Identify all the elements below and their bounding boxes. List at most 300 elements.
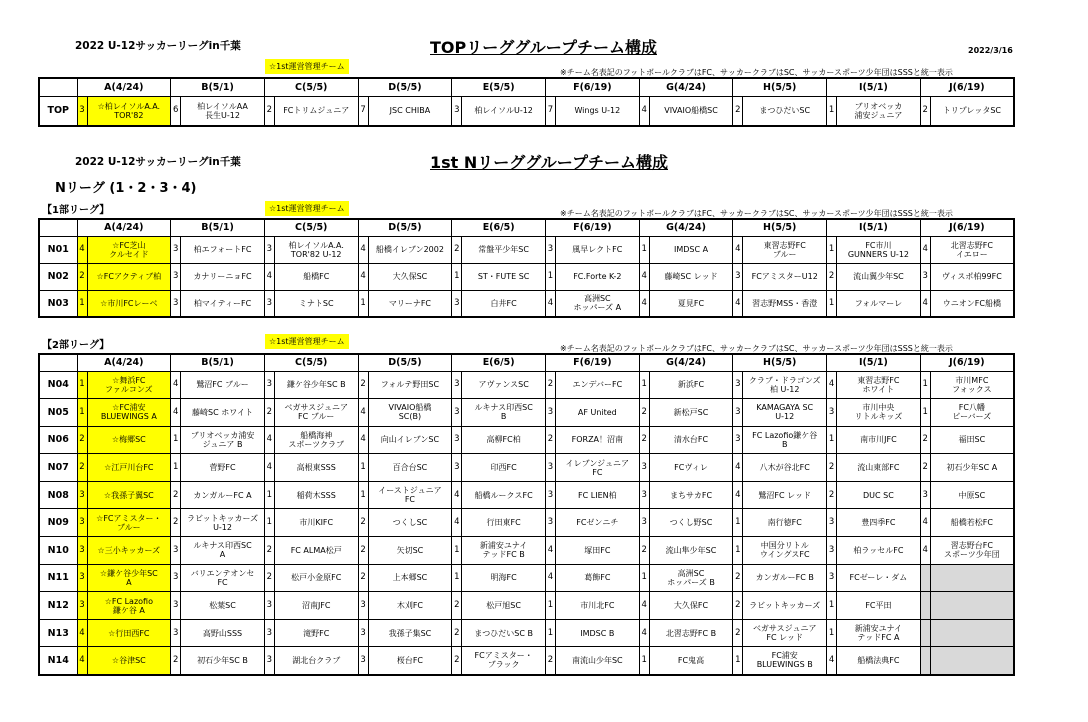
team-number: 1 (452, 564, 462, 592)
n-league-heading: Nリーグ (1・2・3・4) (55, 181, 197, 196)
management-team-name: ☆柏レイソルA.A. TOR'82 (87, 96, 171, 126)
team-number: 2 (358, 509, 368, 537)
team-number: 3 (264, 647, 274, 675)
team-name: 稲荷木SSS (274, 481, 358, 509)
team-name: イレブンジュニア FC (555, 454, 639, 482)
team-name: カンガルーFC A (181, 481, 265, 509)
team-number: 2 (358, 564, 368, 592)
team-name: 南流山少年SC (555, 647, 639, 675)
team-name: カンガルーFC B (743, 564, 827, 592)
team-number: 4 (77, 647, 87, 675)
top-abbreviation-note: ※チーム名表記のフットボールクラブはFC、サッカークラブはSC、サッカースポーツ少年団はSSSと統一表示 (560, 68, 953, 77)
team-number: 3 (639, 509, 649, 537)
team-number: 3 (171, 290, 181, 317)
team-name: 初石少年SC A (930, 454, 1014, 482)
team-name: FCアミスター・ ブラック (462, 647, 546, 675)
top-page-title: TOPリーググループチーム構成 (430, 38, 657, 57)
team-name: FC市川 GUNNERS U-12 (837, 236, 921, 263)
table-row (39, 592, 1014, 620)
team-name: フォルテ野田SC (368, 371, 452, 399)
team-number (920, 619, 930, 647)
team-number: 2 (452, 592, 462, 620)
team-name: 鷺沼FC ブルー (181, 371, 265, 399)
team-name: ブリオベッカ浦安 ジュニア B (181, 426, 265, 454)
team-number (920, 592, 930, 620)
team-number: 1 (827, 290, 837, 317)
group-label: N03 (39, 290, 77, 317)
team-number: 1 (639, 371, 649, 399)
group-label: N08 (39, 481, 77, 509)
team-number: 4 (452, 509, 462, 537)
team-name: 清水台FC (649, 426, 733, 454)
team-number: 1 (639, 564, 649, 592)
team-name: 市川MFC フォックス (930, 371, 1014, 399)
team-number: 3 (171, 564, 181, 592)
group-label: N13 (39, 619, 77, 647)
team-name: IMDSC A (649, 236, 733, 263)
team-number: 2 (920, 454, 930, 482)
team-number: 4 (639, 592, 649, 620)
team-name: まつひだいSC B (462, 619, 546, 647)
team-name: エンデバーFC (555, 371, 639, 399)
team-name: 常盤平少年SC (462, 236, 546, 263)
team-name: 夏見FC (649, 290, 733, 317)
team-number: 2 (77, 263, 87, 290)
div1-abbreviation-note: ※チーム名表記のフットボールクラブはFC、サッカークラブはSC、サッカースポーツ少年団はSSSと統一表示 (560, 209, 953, 218)
team-name: 南市川JFC (837, 426, 921, 454)
team-name: ラビットキッカーズ U-12 (181, 509, 265, 537)
table-row (39, 647, 1014, 675)
column-header: B(5/1) (171, 219, 265, 236)
team-name: 鎌ケ谷少年SC B (274, 371, 358, 399)
table-row (39, 426, 1014, 454)
team-number: 1 (639, 236, 649, 263)
team-name: トリプレッタSC (930, 96, 1014, 126)
team-number: 2 (733, 619, 743, 647)
team-name: FC浦安 BLUEWINGS B (743, 647, 827, 675)
team-number: 3 (171, 537, 181, 565)
team-name: 柏レイソルU-12 (462, 96, 546, 126)
team-number: 3 (264, 290, 274, 317)
team-name: 習志野台FC スポーツ少年団 (930, 537, 1014, 565)
team-name: 明海FC (462, 564, 546, 592)
management-team-name: ☆市川FCレーベ (87, 290, 171, 317)
team-number: 1 (545, 619, 555, 647)
team-number: 3 (264, 619, 274, 647)
team-name: ウニオンFC船橋 (930, 290, 1014, 317)
group-label: N10 (39, 537, 77, 565)
team-number: 3 (827, 399, 837, 427)
team-number: 3 (920, 263, 930, 290)
team-name: つくしSC (368, 509, 452, 537)
group-label: N01 (39, 236, 77, 263)
team-name: 市川中央 リトルキッズ (837, 399, 921, 427)
team-number: 4 (77, 236, 87, 263)
table-row (39, 481, 1014, 509)
team-number: 2 (264, 399, 274, 427)
table-row (39, 564, 1014, 592)
team-name: 流山翼少年SC (837, 263, 921, 290)
team-name: カナリーニョFC (181, 263, 265, 290)
team-number: 1 (827, 236, 837, 263)
team-number: 2 (452, 619, 462, 647)
header-corner-cell (39, 78, 77, 96)
team-name: FCアミスターU12 (743, 263, 827, 290)
team-name: 新浜FC (649, 371, 733, 399)
team-number: 3 (827, 537, 837, 565)
team-name: 流山東部FC (837, 454, 921, 482)
team-number: 1 (77, 371, 87, 399)
team-number: 3 (358, 619, 368, 647)
column-header: I(5/1) (827, 78, 921, 96)
team-name: FORZA！沼南 (555, 426, 639, 454)
team-name (930, 592, 1014, 620)
management-team-name: ☆梅郷SC (87, 426, 171, 454)
top-mgmt-label: ☆1st運営管理チーム (265, 59, 349, 74)
column-header: I(5/1) (827, 219, 921, 236)
team-number: 2 (827, 263, 837, 290)
team-name: FC LIEN柏 (555, 481, 639, 509)
team-number: 2 (264, 537, 274, 565)
team-number: 2 (827, 454, 837, 482)
n-left-title: 2022 U-12サッカーリーグin千葉 (75, 156, 241, 168)
team-number: 4 (920, 509, 930, 537)
team-number: 4 (545, 564, 555, 592)
team-name (930, 647, 1014, 675)
team-number: 2 (264, 96, 274, 126)
team-name: FC.Forte K-2 (555, 263, 639, 290)
management-team-name: ☆我孫子翼SC (87, 481, 171, 509)
team-number: 2 (639, 426, 649, 454)
table-row (39, 371, 1014, 399)
team-number: 1 (358, 454, 368, 482)
team-number: 3 (452, 371, 462, 399)
team-number: 1 (452, 537, 462, 565)
team-number: 7 (358, 96, 368, 126)
team-name: 柏エフォートFC (181, 236, 265, 263)
team-name: JSC CHIBA (368, 96, 452, 126)
table-row (39, 509, 1014, 537)
team-name: FCトリムジュニア (274, 96, 358, 126)
management-team-name: ☆FC浦安 BLUEWINGS A (87, 399, 171, 427)
column-header: F(6/19) (545, 219, 639, 236)
team-name: FCゼーレ・ダム (837, 564, 921, 592)
team-name: 松戸旭SC (462, 592, 546, 620)
management-team-name: ☆谷津SC (87, 647, 171, 675)
team-name: FCヴィレ (649, 454, 733, 482)
team-number: 2 (77, 426, 87, 454)
team-name: 新浦安ユナイ テッドFC A (837, 619, 921, 647)
n-page-title: 1st Nリーググループチーム構成 (430, 153, 668, 172)
team-number: 3 (264, 371, 274, 399)
team-name: 大久保SC (368, 263, 452, 290)
column-header: G(4/24) (639, 354, 733, 371)
team-number: 2 (264, 564, 274, 592)
team-name: 葛飾FC (555, 564, 639, 592)
team-number: 3 (358, 592, 368, 620)
team-number: 4 (264, 426, 274, 454)
team-number: 3 (452, 96, 462, 126)
group-label: N07 (39, 454, 77, 482)
group-label: N05 (39, 399, 77, 427)
team-name: フォルマーレ (837, 290, 921, 317)
team-number: 3 (77, 537, 87, 565)
team-name: 船橋若松FC (930, 509, 1014, 537)
column-header: J(6/19) (920, 354, 1014, 371)
team-name: 中原SC (930, 481, 1014, 509)
team-number: 1 (733, 647, 743, 675)
team-name: 向山イレブンSC (368, 426, 452, 454)
team-number: 3 (77, 592, 87, 620)
team-number: 1 (264, 509, 274, 537)
team-number: 4 (171, 399, 181, 427)
column-header: B(5/1) (171, 78, 265, 96)
team-name: 新浦安ユナイ テッドFC B (462, 537, 546, 565)
team-number: 2 (639, 537, 649, 565)
group-label: N09 (39, 509, 77, 537)
div2-league-table (38, 353, 1015, 676)
table-row (39, 454, 1014, 482)
team-number: 4 (827, 647, 837, 675)
team-name: KAMAGAYA SC U-12 (743, 399, 827, 427)
team-name: 湖北台クラブ (274, 647, 358, 675)
team-number: 4 (733, 454, 743, 482)
team-number: 3 (171, 263, 181, 290)
team-name: FC平田 (837, 592, 921, 620)
team-name: 大久保FC (649, 592, 733, 620)
group-label: N12 (39, 592, 77, 620)
team-name: 船橋FC (274, 263, 358, 290)
team-number: 3 (77, 481, 87, 509)
team-number: 1 (920, 371, 930, 399)
team-number: 4 (545, 537, 555, 565)
team-number: 2 (920, 96, 930, 126)
team-number: 4 (358, 426, 368, 454)
column-header: E(5/5) (452, 78, 546, 96)
team-number: 3 (545, 481, 555, 509)
group-label: TOP (39, 96, 77, 126)
team-name: FC鬼高 (649, 647, 733, 675)
team-name: 木刈FC (368, 592, 452, 620)
table-row (39, 290, 1014, 317)
top-left-title: 2022 U-12サッカーリーグin千葉 (75, 40, 241, 52)
team-number: 3 (733, 263, 743, 290)
team-name: 南行徳FC (743, 509, 827, 537)
team-name: 印西FC (462, 454, 546, 482)
team-name: FC Lazofio鎌ケ谷 B (743, 426, 827, 454)
group-label: N02 (39, 263, 77, 290)
team-name: 高柳FC柏 (462, 426, 546, 454)
column-header: C(5/5) (264, 354, 358, 371)
team-name: ベガサスジュニア FC レッド (743, 619, 827, 647)
column-header: I(5/1) (827, 354, 921, 371)
team-name (930, 619, 1014, 647)
team-name: AF United (555, 399, 639, 427)
document-date: 2022/3/16 (968, 46, 1013, 55)
team-number: 1 (77, 399, 87, 427)
management-team-name: ☆鎌ケ谷少年SC A (87, 564, 171, 592)
column-header: E(6/5) (452, 219, 546, 236)
team-number: 1 (358, 481, 368, 509)
team-number: 3 (545, 454, 555, 482)
team-number: 2 (733, 592, 743, 620)
team-number (920, 564, 930, 592)
team-name: 高洲SC ホッパーズ A (555, 290, 639, 317)
team-name: 塚田FC (555, 537, 639, 565)
team-number: 4 (733, 481, 743, 509)
team-name: 我孫子集SC (368, 619, 452, 647)
team-name: 風早レクトFC (555, 236, 639, 263)
team-number: 3 (358, 647, 368, 675)
team-name: 白井FC (462, 290, 546, 317)
team-number: 1 (264, 481, 274, 509)
column-header: J(6/19) (920, 219, 1014, 236)
team-number: 1 (920, 399, 930, 427)
team-number: 4 (827, 371, 837, 399)
team-name: 船橋海神 スポーツクラブ (274, 426, 358, 454)
column-header: H(5/5) (733, 78, 827, 96)
team-number: 1 (452, 263, 462, 290)
team-number: 3 (264, 592, 274, 620)
team-name: クラブ・ドラゴンズ 柏 U-12 (743, 371, 827, 399)
team-name: 上本郷SC (368, 564, 452, 592)
team-number: 4 (358, 236, 368, 263)
team-name: 北習志野FC B (649, 619, 733, 647)
team-number: 3 (639, 454, 649, 482)
column-header: G(4/24) (639, 78, 733, 96)
header-row (39, 219, 1014, 236)
team-number: 3 (452, 426, 462, 454)
team-number: 1 (827, 426, 837, 454)
div1-league-table (38, 218, 1015, 318)
team-number: 4 (639, 290, 649, 317)
team-name: IMDSC B (555, 619, 639, 647)
team-name: 高洲SC ホッパーズ B (649, 564, 733, 592)
team-name: ラビットキッカーズ (743, 592, 827, 620)
team-number: 3 (171, 619, 181, 647)
team-name: 東習志野FC ホワイト (837, 371, 921, 399)
team-number: 3 (77, 96, 87, 126)
column-header: A(4/24) (77, 354, 171, 371)
team-name: 柏マイティーFC (181, 290, 265, 317)
team-number: 6 (171, 96, 181, 126)
team-name: 市川KIFC (274, 509, 358, 537)
team-number: 4 (639, 263, 649, 290)
team-number: 3 (452, 454, 462, 482)
team-name: バリエンテオンセ FC (181, 564, 265, 592)
team-number: 4 (920, 290, 930, 317)
management-team-name: ☆FCアミスター・ ブルー (87, 509, 171, 537)
team-name: DUC SC (837, 481, 921, 509)
team-name: 新松戸SC (649, 399, 733, 427)
team-name (930, 564, 1014, 592)
team-number: 7 (545, 96, 555, 126)
header-row (39, 78, 1014, 96)
team-name: 高野山SSS (181, 619, 265, 647)
group-label: N06 (39, 426, 77, 454)
team-number: 4 (358, 399, 368, 427)
team-number: 2 (171, 481, 181, 509)
table-row (39, 537, 1014, 565)
team-number: 2 (545, 426, 555, 454)
team-number: 4 (545, 290, 555, 317)
team-number: 1 (733, 537, 743, 565)
team-number: 2 (171, 647, 181, 675)
team-number: 3 (545, 236, 555, 263)
team-name: 藤崎SC ホワイト (181, 399, 265, 427)
table-row (39, 619, 1014, 647)
div2-abbreviation-note: ※チーム名表記のフットボールクラブはFC、サッカークラブはSC、サッカースポーツ少年団はSSSと統一表示 (560, 344, 953, 353)
team-name: 高根東SSS (274, 454, 358, 482)
column-header: F(6/19) (545, 354, 639, 371)
team-name: ルキナス印西SC B (462, 399, 546, 427)
team-name: 柏ラッセルFC (837, 537, 921, 565)
table-row (39, 399, 1014, 427)
team-number: 2 (452, 647, 462, 675)
team-number: 3 (827, 564, 837, 592)
table-row (39, 96, 1014, 126)
team-name: 松戸小金原FC (274, 564, 358, 592)
management-team-name: ☆FC Lazofio 鎌ケ谷 A (87, 592, 171, 620)
team-name: Wings U-12 (555, 96, 639, 126)
team-name: 行田東FC (462, 509, 546, 537)
team-name: ヴィスポ柏99FC (930, 263, 1014, 290)
team-number: 2 (171, 509, 181, 537)
team-number: 3 (920, 481, 930, 509)
team-name: 桜台FC (368, 647, 452, 675)
div1-label: 【1部リーグ】 (42, 205, 110, 216)
team-name: 習志野MSS・香澄 (743, 290, 827, 317)
team-number: 2 (452, 236, 462, 263)
team-name: 市川北FC (555, 592, 639, 620)
group-label: N04 (39, 371, 77, 399)
team-name: 百合台SC (368, 454, 452, 482)
team-name: 柏レイソルA.A. TOR'82 U-12 (274, 236, 358, 263)
column-header: A(4/24) (77, 78, 171, 96)
div1-mgmt-label: ☆1st運営管理チーム (265, 201, 349, 216)
header-row (39, 354, 1014, 371)
team-number: 4 (171, 371, 181, 399)
table-row (39, 263, 1014, 290)
team-name: FC ALMA松戸 (274, 537, 358, 565)
team-name: ブリオベッカ 浦安ジュニア (837, 96, 921, 126)
team-number: 3 (452, 290, 462, 317)
team-name: イーストジュニア FC (368, 481, 452, 509)
team-number: 4 (77, 619, 87, 647)
team-number: 3 (733, 371, 743, 399)
column-header: J(6/19) (920, 78, 1014, 96)
group-label: N14 (39, 647, 77, 675)
group-label: N11 (39, 564, 77, 592)
team-name: 松葉SC (181, 592, 265, 620)
team-name: 流山隼少年SC (649, 537, 733, 565)
team-number (920, 647, 930, 675)
team-name: 中国分リトル ウイングスFC (743, 537, 827, 565)
team-number: 1 (545, 263, 555, 290)
team-number: 2 (920, 426, 930, 454)
team-name: 福田SC (930, 426, 1014, 454)
team-number: 3 (545, 399, 555, 427)
column-header: D(5/5) (358, 354, 452, 371)
management-team-name: ☆舞浜FC ファルコンズ (87, 371, 171, 399)
column-header: C(5/5) (264, 78, 358, 96)
team-name: まつひだいSC (743, 96, 827, 126)
management-team-name: ☆江戸川台FC (87, 454, 171, 482)
team-number: 3 (639, 481, 649, 509)
column-header: H(5/5) (733, 354, 827, 371)
team-number: 1 (827, 592, 837, 620)
team-name: マリーナFC (368, 290, 452, 317)
